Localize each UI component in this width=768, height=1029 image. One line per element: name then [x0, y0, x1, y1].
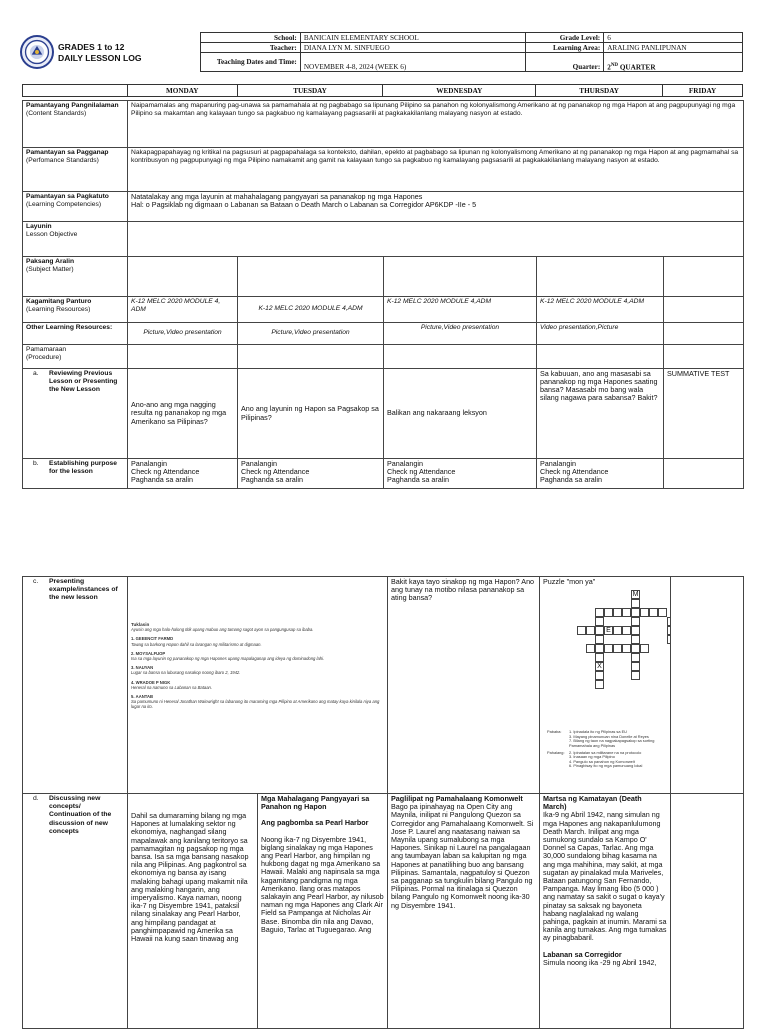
- procedure-label: [23, 345, 128, 369]
- reviewing-thu: Sa kabuuan, ano ang masasabi sa pananakop ng mga Hapones saating bansa? Masasabi mo bang wala silang nagawa para sabansa? Bakit?: [537, 369, 664, 459]
- crossword-cell: [667, 635, 671, 644]
- section-heading: Mga Mahalagang Pangyayari sa Panahon ng Hapon: [261, 794, 370, 812]
- crossword-grid: [569, 590, 671, 730]
- row-label: Paksang Aralin: [26, 258, 75, 265]
- section-body: Noong ika-7 ng Disyembre 1941, biglang sinalakay ng mga Hapones ang Pearl Harbor, ang himpilan ng hukbong dagat ng mga Amerikano sa Hawaii. Malaki ang napinsala sa mga kagamitang pandigma ng mga Amerikano. Ilang oras matapos salakayin ang Pearl Harbor, ay nilusob naman ng mga Hapones ang Clark Air Field sa Pampanga at Nicholas Air Base. Binomba din nila ang Davao, Baguio, Tarlac at Tuguegarao. Ang: [261, 834, 384, 934]
- establishing-thu: [537, 459, 664, 489]
- crossword-cell: [640, 608, 649, 617]
- list-item: [131, 665, 384, 675]
- section-body: Bago pa ipinahayag na Open City ang Maynila, inilipat ni Pangulong Quezon sa Corregidor ang Pamahalaang Komonwelt. Si Jose P. Laurel ang naatasang naiwan sa Maynila upang sumalubong sa mga Hapones. Sinikap ni Laurel na pangalagaan ang taumbayan laban sa kalupitan ng mga Hapones at panatilihing buo ang bansang Pilipinas. Samantala, nagpatuloy si Quezon sa pagganap sa tungkulin bilang Pangulo ng Pilipinas. Pormal na itinalaga si Quezon bilang Pangulo ng Komonwelt noong ika-30 ng Disyembre 1941.: [391, 802, 534, 910]
- weekday-header: [22, 84, 743, 97]
- procedure-thu: [537, 345, 664, 369]
- row-label: Other Learning Resources:: [26, 324, 113, 331]
- discussing-label: [23, 794, 128, 1029]
- procedure-wed: [384, 345, 537, 369]
- table-row: [23, 577, 744, 794]
- other-resources-fri: [664, 323, 744, 345]
- section-subheading: Ang pagbomba sa Pearl Harbor: [261, 818, 369, 828]
- table-row: [23, 345, 744, 369]
- establishing-line: Check ng Attendance: [387, 467, 456, 477]
- other-resources-tue: Picture,Video presentation: [238, 323, 384, 345]
- reviewing-mon: Ano-ano ang mga nagging resulta ng pananakop ng mga Amerikano sa Pilipinas?: [128, 369, 238, 459]
- discussing-fri: [671, 794, 744, 1029]
- row-sublabel: (Procedure): [26, 354, 62, 362]
- scrambled-word: GEEENCIT FARMD: [135, 636, 174, 642]
- establishing-line: Check ng Attendance: [131, 467, 200, 477]
- other-resources-thu: Video presentation,Picture: [537, 323, 664, 345]
- row-label: Kagamitang Panturo: [26, 298, 92, 305]
- list-item: [131, 636, 384, 646]
- crossword-cell: [613, 608, 622, 617]
- subject-mon: [128, 257, 238, 297]
- item-number: 2.: [131, 650, 135, 656]
- reviewing-fri: SUMMATIVE TEST: [664, 369, 744, 459]
- crossword-cell: [667, 617, 671, 626]
- grade-label: Grade Level:: [526, 33, 604, 43]
- resources-label: [23, 297, 128, 323]
- crossword-cell: [631, 662, 640, 671]
- competencies-label: [23, 192, 128, 222]
- discussing-thu: [540, 794, 671, 1029]
- reviewing-label: [23, 369, 128, 459]
- presenting-thu: [540, 577, 671, 794]
- quarter-word: QUARTER: [619, 63, 656, 71]
- crossword-cell: [595, 653, 604, 662]
- presenting-wed: Bakit kaya tayo sinakop ng mga Hapon? Ano ang tunay na motibo nilasa pananakop sa ating bansa?: [388, 577, 540, 794]
- scramble-title: Tuklasin: [131, 622, 150, 627]
- school-value: BANICAIN ELEMENTARY SCHOOL: [300, 33, 526, 43]
- table-row: [23, 192, 744, 222]
- establishing-fri: [664, 459, 744, 489]
- grade-value: 6: [604, 33, 743, 43]
- section-body: Simula noong ika -29 ng Abril 1942,: [543, 957, 657, 967]
- crossword-cell: [631, 599, 640, 608]
- teacher-value: DIANA LYN M. SINFUEGO: [300, 43, 526, 53]
- content-standards-text: Naipamamalas ang mapanuring pag-unawa sa pamamahala at ng pagbabago sa lipunang Pilipino sa panahon ng kolonyalismong Amerikano at ng pananakop ng mga Hapon at ang pagpupunyagi ng mga Pilipino sa makamtan ang kalayaan tungo sa pagkabuo ng kamalayang pagsasarili at pagkakakilanlang malayang nasyon at estado.: [128, 101, 744, 148]
- scrambled-word: WRADOE P NIGK: [135, 679, 171, 685]
- item-clue: Tawag sa barkong Hapon dahil sa larangan ng militarismo at digmaan.: [131, 641, 262, 647]
- crossword-cell: [622, 608, 631, 617]
- day-header-friday: FRIDAY: [663, 85, 743, 97]
- list-item: [131, 694, 384, 710]
- list-item: 4. Pangulo sa panahon ng Komonwelt: [569, 758, 635, 764]
- list-item: [131, 680, 384, 690]
- scrambled-word: AANTAB: [135, 694, 154, 700]
- day-header-tuesday: TUESDAY: [237, 85, 383, 97]
- establishing-wed: [384, 459, 537, 489]
- log-title-grades: GRADES 1 to 12: [58, 42, 125, 52]
- row-sublabel: (Content Standards): [26, 110, 87, 118]
- establishing-line: Paghanda sa aralin: [241, 475, 303, 485]
- crossword-cell: [604, 644, 613, 653]
- item-number: 1.: [131, 636, 135, 642]
- establishing-line: Paghanda sa aralin: [387, 475, 449, 485]
- row-label: Pamantayan sa Pagganap: [26, 149, 109, 156]
- crossword-cell: [631, 635, 640, 644]
- presenting-fri: [671, 577, 744, 794]
- crossword-cell: [649, 608, 658, 617]
- table-row: [23, 323, 744, 345]
- discussing-mon: Dahil sa dumaraming bilang ng mga Hapones at lumalaking sektor ng ekonomiya, naghangad silang mapalawak ang kanilang teritoryo sa pamamagitan ng pagsakop ng mga bansa. Isa sa mga bansang nasakop nila ang Pilipinas. Ang pagkontrol sa ekonomiya ng bansa ay isang malaking bahagi upang makamit nila ang malaking hangarin, ang imperyalismo. Kaya naman, noong ika-7 ng Disyembre 1941, pataksil nilang sinalakay ang Pearl Harbor, ang himpilang pandagat at panghimpapawid ng Amerika sa Hawaii na kung saan tinawag ang: [128, 794, 258, 1029]
- subject-tue: [238, 257, 384, 297]
- item-number: 4.: [131, 679, 135, 685]
- establishing-line: Check ng Attendance: [540, 467, 609, 477]
- subject-thu: [537, 257, 664, 297]
- crossword-cell: [595, 626, 604, 635]
- list-item: 2. Ipinatalan sa militarane na na protocolo: [569, 749, 642, 755]
- performance-standards-label: [23, 148, 128, 192]
- crossword-cell: [631, 671, 640, 680]
- crossword-cell: [631, 626, 640, 635]
- dates-label: Teaching Dates and Time:: [201, 53, 301, 72]
- crossword-cell: [595, 644, 604, 653]
- resources-mon: K-12 MELC 2020 MODULE 4, ADM: [128, 297, 238, 323]
- row-sublabel: Lesson Objective: [26, 231, 78, 239]
- establishing-tue: [238, 459, 384, 489]
- step-title: Discussing new concepts/ Continuation of the discussion of new concepts: [49, 795, 112, 835]
- step-title: Presenting example/instances of the new lesson: [49, 578, 118, 602]
- table-row: [23, 222, 744, 257]
- item-clue: Heneral na namuno sa Labanan sa Bataan.: [131, 684, 213, 690]
- list-item: 1. Ipinadala ito ng Pilipinas sa EU: [569, 729, 627, 735]
- dates-value: NOVEMBER 4-8, 2024 (WEEK 6): [300, 53, 526, 72]
- subject-label: [23, 257, 128, 297]
- resources-thu: K-12 MELC 2020 MODULE 4,ADM: [537, 297, 664, 323]
- area-value: ARALING PANLIPUNAN: [604, 43, 743, 53]
- establishing-line: Panalangin: [241, 459, 277, 468]
- list-item: 6. Pinagbisay ito ng mga pamunuang lokal: [569, 763, 643, 769]
- item-clue: Isa sa mga layunin ng pananakop ng mga Hapones upang mapalaganap ang ideya ng dominadong lahi.: [131, 656, 325, 662]
- competencies-text: [128, 192, 744, 222]
- crossword-cell: [631, 653, 640, 662]
- clue-heading: Pababa:: [547, 729, 562, 735]
- lesson-log-table-page-2: [22, 576, 744, 1029]
- crossword-cell: [622, 626, 631, 635]
- quarter-suffix: ND: [610, 62, 619, 68]
- step-letter: c.: [33, 578, 39, 585]
- resources-tue: K-12 MELC 2020 MODULE 4,ADM: [238, 297, 384, 323]
- crossword-cell: [658, 608, 667, 617]
- section-body: Ika-9 ng Abril 1942, nang simulan ng mga Hapones ang nakapanlulumong Death March. Inilipat ang mga sumukong sundalo sa Kampo O' Donnel sa Capas, Tarlac. Ang mga 30,000 sundalong bihag kasama na ang mga mahihina, may sakit, at mga sugatan ay pinalakad mula Mariveles, Bataan patungong San Fernando, Pampanga. May limang libo (5 000 ) ang namatay sa sakit o sugat o kaya'y pinatay sa saksak ng bayoneta habang naglalakad ng walang pahinga, pagkain at inumin. Marami sa kanila ang tumakas. Ang mga tumakas ay pinagbabaril.: [543, 810, 667, 943]
- procedure-fri: [664, 345, 744, 369]
- table-row: [23, 148, 744, 192]
- day-header-blank: [23, 85, 128, 97]
- item-clue: Lugar sa bansa na lubusang nasakop noong ibaro 2, 1942.: [131, 670, 241, 676]
- establishing-line: Paghanda sa aralin: [131, 475, 193, 485]
- establishing-line: Panalangin: [387, 459, 423, 468]
- resources-wed: K-12 MELC 2020 MODULE 4,ADM: [384, 297, 537, 323]
- other-resources-mon: Picture,Video presentation: [128, 323, 238, 345]
- discussing-wed: [388, 794, 540, 1029]
- establishing-label: [23, 459, 128, 489]
- crossword-cell: [667, 626, 671, 635]
- competency-line: Hal: o Pagsiklab ng digmaan o Labanan sa Bataan o Death March o Labanan sa Corregidor AP6KDP -IIe - 5: [131, 200, 477, 210]
- row-sublabel: (Perfomance Standards): [26, 157, 99, 165]
- step-letter: a.: [33, 370, 39, 377]
- reviewing-wed: Balikan ang nakaraang leksyon: [384, 369, 537, 459]
- word-scramble-activity: [131, 622, 384, 710]
- crossword-cell: [631, 617, 640, 626]
- area-label: Learning Area:: [526, 43, 604, 53]
- section-heading: Labanan sa Corregidor: [543, 949, 622, 959]
- clue-list: [569, 730, 667, 748]
- crossword-cell: [586, 626, 595, 635]
- crossword-cell: [640, 644, 649, 653]
- list-item: 7. Bilang ng taon na nagpakapagsakop sa sorting Pamamahala ang Pilipinas: [569, 738, 655, 748]
- step-letter: d.: [33, 795, 39, 802]
- deped-logo: [20, 35, 54, 69]
- quarter-label: Quarter:: [526, 53, 604, 72]
- crossword-cell: [631, 608, 640, 617]
- item-number: 5.: [131, 694, 135, 700]
- crossword-cell: E: [604, 626, 613, 635]
- log-title: [58, 42, 142, 64]
- performance-standards-text: Nakapagpapahayag ng kritikal na pagsusuri at pagpapahalaga sa konteksto, dahilan, epekto at pagbabago sa lipunan ng kolonyalismong Amerikano at ng pananakop ng mga Hapon at ang pagmamahal sa kontribusyon ng pagpupunyagi ng mga Pilipino namakamit ang gamit na kalayaan tungo sa pagkabuo ng kamalayang pagsasarili at pagkakakilanlang malayang nasyon at estado.: [128, 148, 744, 192]
- subject-wed: [384, 257, 537, 297]
- clue-group-down: [547, 730, 667, 748]
- row-label: Layunin: [26, 223, 52, 230]
- row-label: Pamamaraan: [26, 346, 67, 353]
- crossword-cell: [595, 671, 604, 680]
- crossword-cell: [604, 608, 613, 617]
- step-title: Reviewing Previous Lesson or Presenting the New Lesson: [49, 370, 118, 394]
- establishing-mon: [128, 459, 238, 489]
- row-sublabel: (Subject Matter): [26, 266, 74, 274]
- establishing-line: Paghanda sa aralin: [540, 475, 602, 485]
- quarter-number: 2: [607, 63, 611, 71]
- school-label: School:: [201, 33, 301, 43]
- table-row: [23, 369, 744, 459]
- section-heading: Paglilipat ng Pamahalaang Komonwelt: [391, 794, 523, 803]
- list-item: [131, 651, 384, 661]
- row-label: Pamantayan sa Pagkatuto: [26, 193, 109, 200]
- step-title: Establishing purpose for the lesson: [49, 460, 117, 476]
- day-header-thursday: THURSDAY: [536, 85, 663, 97]
- day-header-monday: MONDAY: [127, 85, 237, 97]
- objective-cell: [128, 222, 744, 257]
- crossword-cell: [622, 644, 631, 653]
- establishing-line: Check ng Attendance: [241, 467, 310, 477]
- puzzle-title: Puzzle "mon ya": [543, 577, 596, 586]
- competency-line: Natatalakay ang mga layunin at mahahalagang pangyayari sa pananakop ng mga Hapones: [131, 192, 423, 201]
- subject-fri: [664, 257, 744, 297]
- crossword-clues: [547, 730, 667, 769]
- crossword-cell: [595, 608, 604, 617]
- clue-list: [569, 751, 642, 769]
- day-header-wednesday: WEDNESDAY: [383, 85, 536, 97]
- row-sublabel: (Learning Resources): [26, 306, 91, 314]
- presenting-label: [23, 577, 128, 794]
- crossword-cell: [613, 644, 622, 653]
- crossword-cell: [631, 644, 640, 653]
- item-number: 3.: [131, 665, 135, 671]
- table-row: [23, 794, 744, 1029]
- establishing-line: Panalangin: [131, 459, 167, 468]
- content-standards-label: [23, 101, 128, 148]
- objective-label: [23, 222, 128, 257]
- crossword-cell: [595, 635, 604, 644]
- crossword-cell: [577, 626, 586, 635]
- procedure-tue: [238, 345, 384, 369]
- establishing-line: Panalangin: [540, 459, 576, 468]
- scramble-instruction: Ayusin ang mga halo-halong titik upang mabuo ang tamang sagot ayon sa pangungusap sa ibaba.: [131, 627, 314, 633]
- list-item: 3. Mayang pinamunuan nina Donelle at Reyes: [569, 733, 649, 739]
- crossword-cell: [595, 617, 604, 626]
- log-title-dll: DAILY LESSON LOG: [58, 53, 142, 63]
- crossword-cell: [586, 644, 595, 653]
- section-heading: Martsa ng Kamatayan (Death March): [543, 794, 642, 812]
- table-row: [23, 297, 744, 323]
- list-item: 3. Inasaan ng mga Pilipino: [569, 754, 615, 760]
- scrambled-word: NAUYAN: [135, 665, 154, 671]
- quarter-value: [604, 53, 743, 72]
- clue-group-across: [547, 751, 667, 769]
- crossword-cell: M: [632, 591, 639, 599]
- teacher-label: Teacher:: [201, 43, 301, 53]
- header-info-table: [200, 32, 743, 72]
- crossword-cell: [595, 680, 604, 689]
- resources-fri: [664, 297, 744, 323]
- table-row: [23, 257, 744, 297]
- row-label: Pamantayang Pangnilalaman: [26, 102, 119, 109]
- discussing-tue: [258, 794, 388, 1029]
- crossword-cell: [613, 626, 622, 635]
- procedure-mon: [128, 345, 238, 369]
- item-clue: Sa pamumuno ni Heneral Jonathan Wainwright sa labanang ito maraming mga Pilipino at Amerikano ang matay kaya kinilala niya ang lugar na ito.: [131, 699, 380, 710]
- presenting-mon-tue: [128, 577, 388, 794]
- lesson-log-table: [22, 100, 744, 489]
- scrambled-word: MOYSALFUOP: [135, 650, 166, 656]
- table-row: [23, 101, 744, 148]
- crossword-cell: X: [595, 662, 604, 671]
- other-resources-wed: Picture,Video presentation: [384, 323, 537, 345]
- table-row: [23, 459, 744, 489]
- clue-heading: Pahalang:: [547, 749, 565, 755]
- reviewing-tue: Ano ang layunin ng Hapon sa Pagsakop sa Pilipinas?: [238, 369, 384, 459]
- other-resources-label: [23, 323, 128, 345]
- step-letter: b.: [33, 460, 39, 467]
- row-sublabel: (Learning Competencies): [26, 201, 102, 209]
